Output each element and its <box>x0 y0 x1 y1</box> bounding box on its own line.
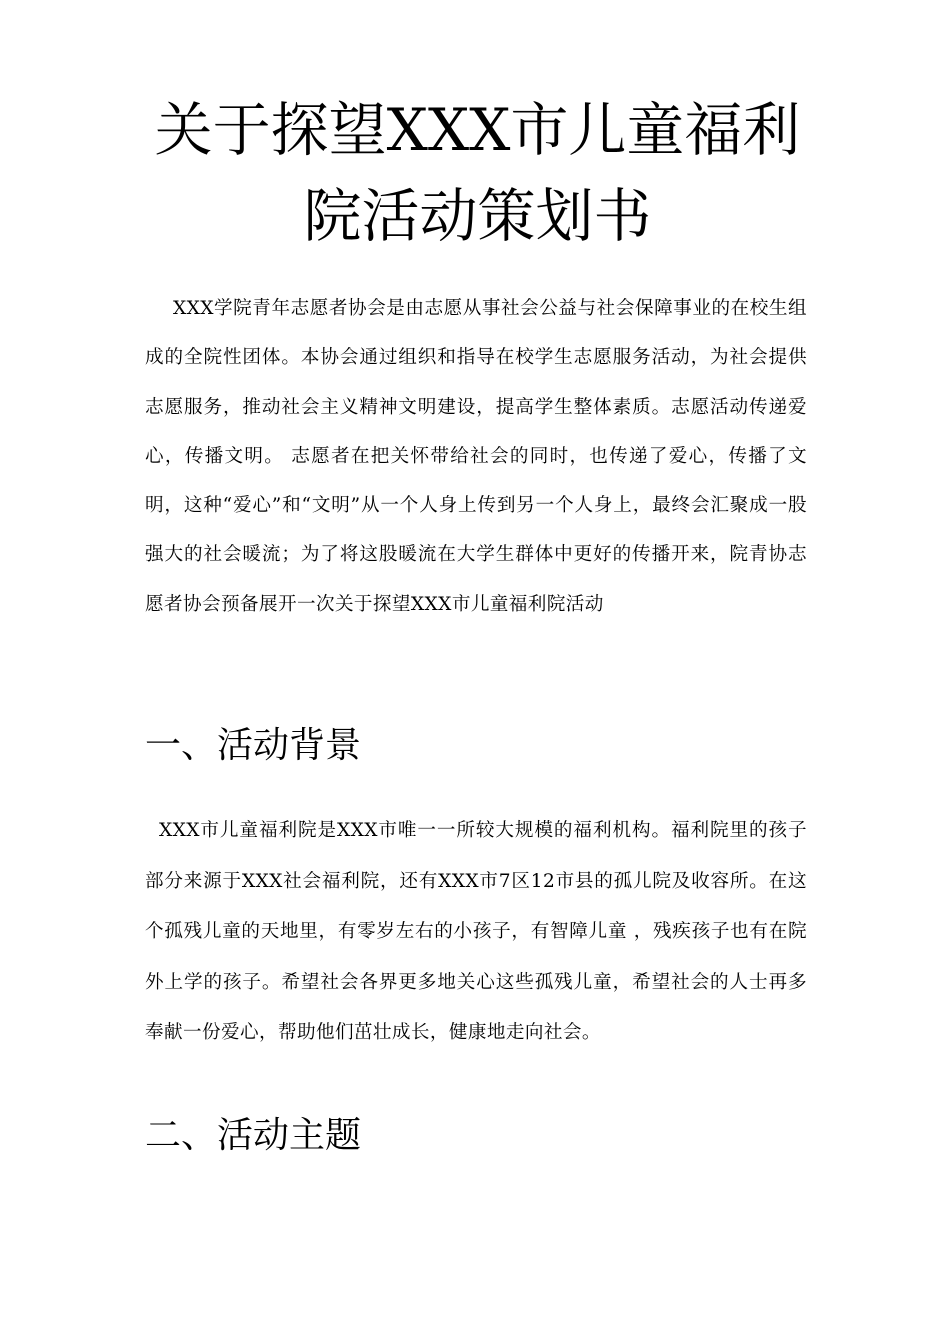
document-title-line-2: 院活动策划书 <box>303 182 652 250</box>
document-title-line-1: 关于探望XXX市儿童福利 <box>154 96 801 164</box>
section-heading-background: 一、活动背景 <box>145 725 362 766</box>
background-paragraph: XXX市儿童福利院是XXX市唯一一所较大规模的福利机构。福利院里的孩子部分来源于XXX社会福利院，还有XXX市7区12市县的孤儿院及收容所。在这个孤残儿童的天地里，有零岁左右的小孩子，有智障儿童 ，残疾孩子也有在院外上学的孩子。希望社会各界更多地关心这些孤残儿童，希望社会的人士再多奉献一份爱心，帮助他们茁壮成长，健康地走向社会。 <box>145 820 807 1043</box>
intro-paragraph: XXX学院青年志愿者协会是由志愿从事社会公益与社会保障事业的在校生组成的全院性团体。本协会通过组织和指导在校学生志愿服务活动，为社会提供志愿服务，推动社会主义精神文明建设，提高学生整体素质。志愿活动传递爱心，传播文明。 志愿者在把关怀带给社会的同时，也传递了爱心，传播了文明，这种“爱心”和“文明”从一个人身上传到另一个人身上，最终会汇聚成一股强大的社会暖流；为了将这股暖流在大学生群体中更好的传播开来，院青协志愿者协会预备展开一次关于探望XXX市儿童福利院活动 <box>145 298 807 615</box>
section-heading-theme: 二、活动主题 <box>145 1115 362 1156</box>
